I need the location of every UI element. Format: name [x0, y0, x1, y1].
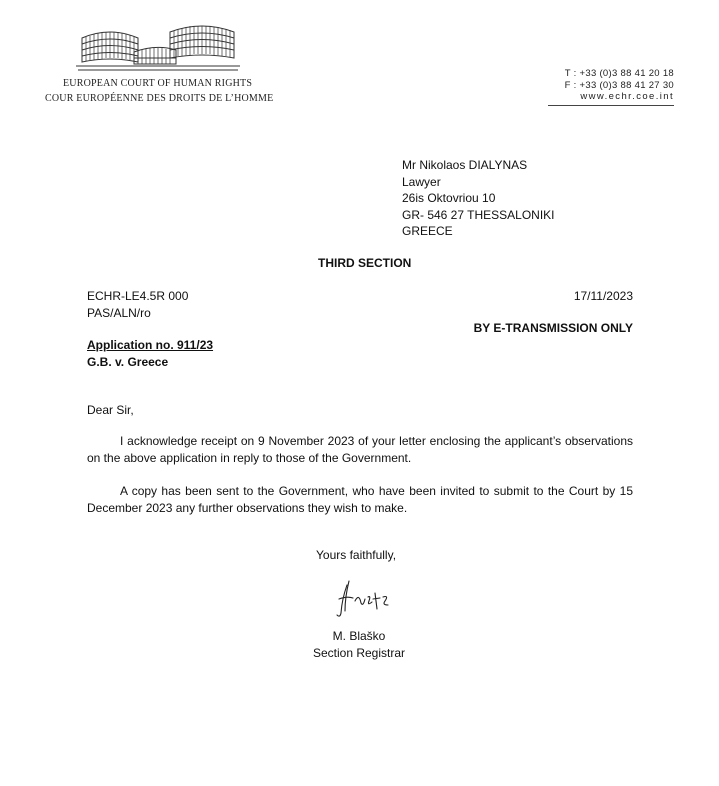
transmission-note: BY E-TRANSMISSION ONLY: [473, 321, 633, 335]
header-divider: [548, 105, 674, 106]
paragraph-2: [87, 483, 633, 516]
case-title: G.B. v. Greece: [87, 354, 169, 369]
paragraph-1-text: I acknowledge receipt on 9 November 2023 of your letter enclosing the applicant’s observations on the above application in reply to those of the Government.: [87, 434, 633, 465]
recipient-address: [402, 157, 555, 240]
recipient-country: GREECE: [402, 224, 453, 238]
recipient-name: Mr Nikolaos DIALYNAS: [402, 158, 528, 172]
recipient-role: Lawyer: [402, 174, 441, 189]
court-name-en: EUROPEAN COURT OF HUMAN RIGHTS: [63, 78, 253, 89]
letter-date: 17/11/2023: [573, 289, 633, 303]
recipient-street: 26is Oktovriou 10: [402, 191, 496, 205]
signer-name: M. Blaško: [332, 629, 386, 643]
application-block: [87, 337, 213, 370]
valediction: Yours faithfully,: [316, 548, 397, 562]
reference-initials: PAS/ALN/ro: [87, 305, 151, 320]
paragraph-2-text: A copy has been sent to the Government, who have been invited to submit to the Court by 15 December 2023 any further observations they wish to make.: [87, 484, 633, 515]
website: www.echr.coe.int: [580, 91, 674, 102]
court-name-fr: COUR EUROPÉENNE DES DROITS DE L’HOMME: [45, 93, 274, 104]
reference-block: [87, 288, 188, 321]
fax: F : +33 (0)3 88 41 27 30: [564, 79, 674, 91]
signer-title: Section Registrar: [312, 645, 406, 660]
section-heading: THIRD SECTION: [318, 256, 412, 270]
signer-block: [305, 628, 413, 661]
paragraph-1: [87, 433, 633, 466]
recipient-city: GR- 546 27 THESSALONIKI: [402, 207, 555, 222]
court-building-logo: [76, 18, 240, 74]
contact-block: [565, 68, 674, 103]
reference-code: ECHR-LE4.5R 000: [87, 289, 189, 303]
signature-image: [333, 577, 397, 619]
application-number: Application no. 911/23: [87, 338, 214, 352]
telephone: T : +33 (0)3 88 41 20 18: [564, 68, 674, 79]
salutation: Dear Sir,: [87, 403, 134, 417]
